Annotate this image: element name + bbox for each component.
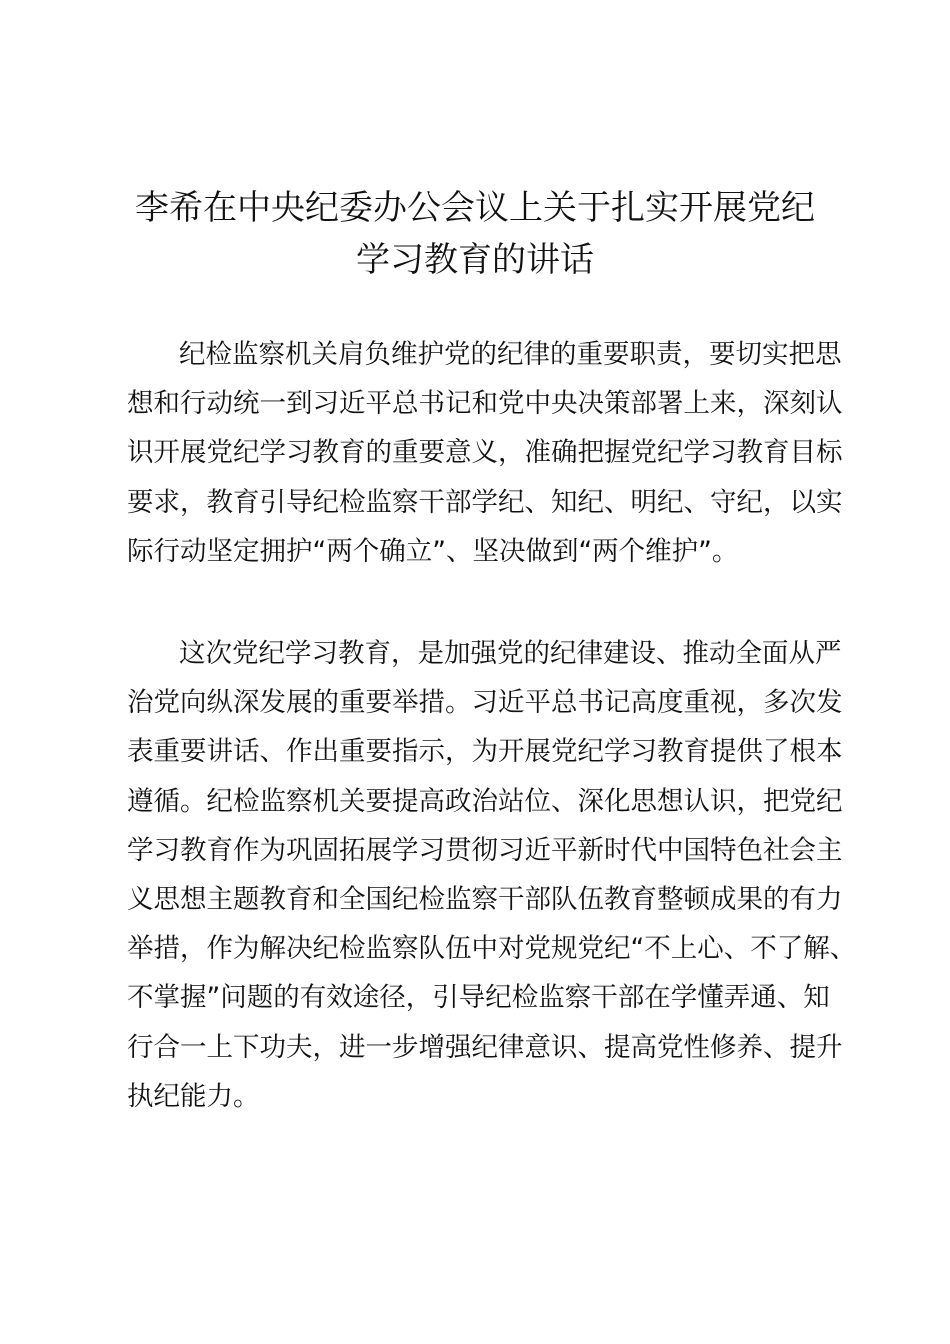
paragraph-line: 这次党纪学习教育，是加强党的纪律建设、推动全面从严 <box>179 638 842 669</box>
document-title <box>95 182 855 286</box>
paragraph-line: 不掌握”问题的有效途径，引导纪检监察干部在学懂弄通、知 <box>127 982 830 1014</box>
paragraph-line: 表重要讲话、作出重要指示，为开展党纪学习教育提供了根本 <box>127 736 843 768</box>
paragraph-line: 遵循。纪检监察机关要提高政治站位、深化思想认识，把党纪 <box>127 785 843 817</box>
title-line: 李希在中央纪委办公会议上关于扎实开展党纪 <box>135 188 815 228</box>
title-line: 学习教育的讲话 <box>356 240 594 280</box>
paragraph-line: 执纪能力。 <box>127 1080 260 1112</box>
paragraph-line: 纪检监察机关肩负维护党的纪律的重要职责，要切实把思 <box>179 339 842 370</box>
paragraph-line: 际行动坚定拥护“两个确立”、坚决做到“两个维护”。 <box>127 535 739 567</box>
paragraph <box>127 330 843 576</box>
paragraph-line: 治党向纵深发展的重要举措。习近平总书记高度重视，多次发 <box>127 687 843 719</box>
paragraph-line: 义思想主题教育和全国纪检监察干部队伍教育整顿成果的有力 <box>127 883 843 915</box>
paragraph <box>127 629 857 1121</box>
paragraph-line: 举措，作为解决纪检监察队伍中对党规党纪“不上心、不了解、 <box>127 933 857 965</box>
paragraph-line: 学习教育作为巩固拓展学习贯彻习近平新时代中国特色社会主 <box>127 834 843 866</box>
paragraph-line: 识开展党纪学习教育的重要意义，准确把握党纪学习教育目标 <box>127 437 843 469</box>
paragraph-line: 行合一上下功夫，进一步增强纪律意识、提高党性修养、提升 <box>127 1031 843 1063</box>
paragraph-line: 要求，教育引导纪检监察干部学纪、知纪、明纪、守纪，以实 <box>127 486 843 518</box>
paragraph-line: 想和行动统一到习近平总书记和党中央决策部署上来，深刻认 <box>127 388 843 420</box>
